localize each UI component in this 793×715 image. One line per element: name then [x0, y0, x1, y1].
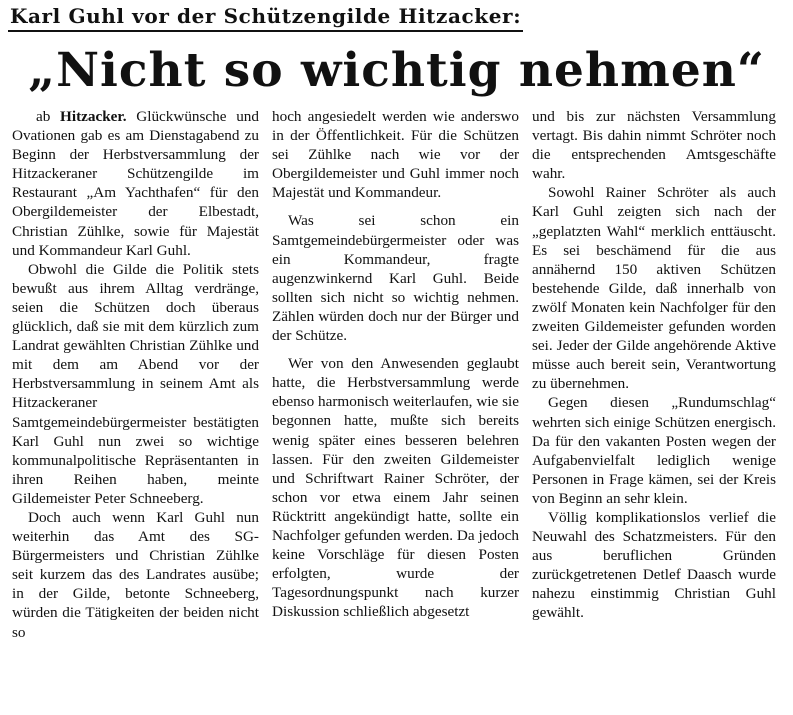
paragraph-text: Glückwünsche und Ovationen gab es am Dienstagabend zu Beginn der Herbstversammlung der Hitzackeraner Schützengilde im Restaurant „Am Yachthafen“ für den Obergildemeister der Elbestadt, Christian Zühlke, sowie für Majestät und Kommandeur Karl Guhl. [12, 108, 259, 259]
dateline-prefix: ab [36, 108, 51, 125]
column-2 [268, 107, 528, 712]
dateline-place: Hitzacker. [60, 108, 127, 125]
paragraph: Was sei schon ein Samtgemeindebürgermeister oder was ein Kommandeur, fragte augenzwinkernd Karl Guhl. Beide sollten sich nicht so wichtig nehmen. Zählen würden doch nur der Bürger und der Schütze. [272, 212, 519, 345]
paragraph: Sowohl Rainer Schröter als auch Karl Guhl zeigten sich nach der „geplatzten Wahl“ merklich enttäuscht. Es sei beschämend für die aus annähernd 150 aktiven Schützen bestehende Gilde, daß innerhalb von zwölf Monaten kein Nachfolger für den zweiten Gildemeister gefunden worden sei. Jeder der Gilde angehörende Aktive müsse auch bereit sein, Verantwortung zu übernehmen. [532, 184, 776, 393]
paragraph: Gegen diesen „Rundumschlag“ wehrten sich einige Schützen energisch. Da für den vakanten Posten wegen der Aufgabenvielfalt lediglich wenige Personen in Frage kämen, sei der Kreis von Beginn an sehr klein. [532, 394, 776, 507]
paragraph: Obwohl die Gilde die Politik stets bewußt aus ihrem Alltag verdränge, seien die Schützen doch überaus glücklich, daß sie mit dem kürzlich zum Landrat gewählten Christian Zühlke und mit dem am Abend vor der Herbstversammlung in seinem Amt als Hitzackeraner Samtgemeindebürgermeister bestätigten Karl Guhl nun zwei so wichtige kommunalpolitische Repräsentanten in ihren Reihen haben, meinte Gildemeister Peter Schneeberg. [12, 260, 259, 507]
paragraph: Völlig komplikationslos verlief die Neuwahl des Schatzmeisters. Für den aus beruflichen Gründen zurückgetretenen Detlef Daasch wurde nahezu einstimmig Christian Guhl gewählt. [532, 508, 776, 622]
main-headline: „Nicht so wichtig nehmen“ [28, 43, 765, 98]
paragraph: Doch auch wenn Karl Guhl nun weiterhin das Amt des SG-Bürgermeisters und Christian Zühlke seit kurzem das des Landrates ausübe; in der Gilde, betonte Schneeberg, würden die Tätigkeiten der beiden nicht so [12, 508, 259, 641]
paragraph [12, 107, 259, 260]
article-body [8, 107, 785, 712]
column-1 [8, 107, 268, 712]
paragraph: Wer von den Anwesenden geglaubt hatte, die Herbstversammlung werde ebenso harmonisch weiterlaufen, wie sie begonnen hatte, mußte sich bereits wenig später eines besseren belehren lassen. Für den zweiten Gildemeister und Schriftwart Rainer Schröter, der schon vor etwa einem Jahr seinen Rücktritt angekündigt hatte, sollte ein Nachfolger gefunden werden. Da jedoch keine Vorschläge für diesen Posten erfolgten, wurde der Tagesordnungspunkt nach kurzer Diskussion schließlich abgesetzt [272, 355, 519, 621]
paragraph: hoch angesiedelt werden wie anderswo in der Öffentlichkeit. Für die Schützen sei Zühlke nach wie vor der Obergildemeister und Guhl immer noch Majestät und Kommandeur. [272, 108, 519, 202]
kicker-headline: Karl Guhl vor der Schützengilde Hitzacker: [8, 3, 523, 32]
paragraph: und bis zur nächsten Versammlung vertagt. Bis dahin nimmt Schröter noch die entsprechenden Amtsgeschäfte wahr. [532, 108, 776, 183]
column-3 [528, 107, 785, 712]
